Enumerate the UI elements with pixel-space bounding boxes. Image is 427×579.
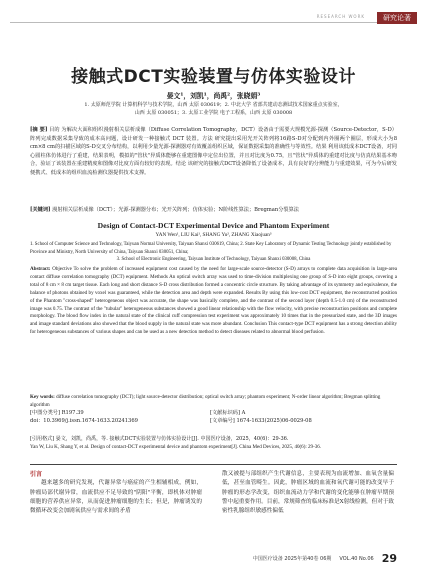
- section-divider: [30, 464, 397, 465]
- keywords-en-text: diffuse correlation tomography (DCT); light source-detector distribution; optical switch array; phantom experiment; N-order linear algorithm; Bregman splitting algorithm: [30, 394, 381, 408]
- citation-en: Yan W, Liu K, Shang Y, et al. Design of contact-DCT experimental device and phantom experiment[J]. China Med Devices, 2025, 40(6): 29-36.: [30, 443, 322, 450]
- affiliations-cn: [30, 101, 397, 117]
- citation-cn: [引用格式] 晏文，刘凯，尚禹，等. 接触式DCT实验装置与仿体实验设计[J]. 中国医疗设备，2025，40(6)：29-36.: [30, 436, 289, 442]
- keywords-en-label: Key words:: [30, 394, 55, 400]
- affiliation-line: 山西 太原 030051；3. 太原工业学院 电子工程系，山西 太原 030008: [134, 110, 293, 116]
- page-number: 29: [381, 552, 397, 565]
- authors-cn: 晏文¹，刘凯¹，尚禹²，张晓娟³: [166, 92, 261, 100]
- abstract-cn-text: 目的 为解决大面积组织漫射相关层析成像（Diffuse Correlation Tomography，DCT）设备由于需要大规模光源-探测（Source-Detector，S-D）阵列完成数据采集导致的成本高问题，设计研发一种接触式 DCT 装置。方法 研究提出采用光开关阵列将16路S-D对分配到内外圈两个圈层，形成大小为8 cm×8 cm的扫描区域的S-D交叉分布结构，以利用少量光源-探测器对有效覆盖组织区域，保证数据采集的准确性与等效性。结果 利用该低成本DCT设备，对同心圆柱体仿体进行了重建，结果表明，模拟的"管状"异质体能够在重建图像中定位出位置，并且对比度为0.75，且"管状"异质体的重建对比度与仿真结果基本吻合，验证了该装置在重建精度和图像对比度方面有较好的表现。结论 该研究的接触式DCT设备降低了设备成本，具有良好的分辨能力与重建效果，可为今后研发便携式、低成本的组织血流检测仪器提供技术支撑。: [30, 127, 397, 176]
- affiliations-en: [30, 241, 397, 264]
- intro-heading: 引言: [30, 471, 43, 478]
- header-english-tag: RESEARCH WORK: [316, 14, 365, 19]
- document-code: [文献标识码] A: [210, 410, 246, 416]
- abstract-en: [30, 266, 397, 337]
- meta-row: [30, 418, 397, 426]
- abstract-en-text: Objective To solve the problem of increased equipment cost caused by the need for large-scale source-detector (S-D) arrays to complete data acquisition in large-area contact diffuse correlation tomography (DCT) equipment. Methods An optical switch array was used to time-division multiplexing one group of S-D into eight groups, covering a total of 8 cm × 8 cm target tissue. Each long and short distance S-D cross distribution formed a concentric circle structure. By taking advantage of its symmetry and equivalence, the balance of photons obtained by voxel was guaranteed, while the detection area and depth were expanded. Results By using this low-cost DCT equipment, the reconstructed position of the Phantom "cross-shaped" heterogeneous object was accurate, the shape was basically complete, and the contrast of the second layer (depth 0.5-1.0 cm) of the reconstructed image was 0.75. The contrast of the "tubular" heterogeneous substances showed a good linear relationship with the flow velocity, with precise reconstruction positions and complete morphology. The blood flow index in the natural state of the clinical cuff compression test experiment was approximately 10 times that in the pressurized state, and the 3D images and image standard deviations also showed that the blood supply in the natural state was more abundant. Conclusion This contact-type DCT equipment has a strong detection ability for heterogeneous substances of various shapes and can be used as a new detection method to detect diseases related to abnormal blood perfusion.: [30, 266, 398, 336]
- keywords-cn-label: [关键词]: [30, 207, 51, 213]
- journal-name: 中国医疗设备 2025年第40卷 06期: [252, 556, 332, 562]
- affiliation-line: 3. School of Electronic Engineering, Taiyuan Institute of Technology, Taiyuan Shanxi 030008, China: [116, 257, 311, 263]
- abstract-cn: [30, 126, 397, 178]
- body-right-column: [222, 470, 394, 516]
- article-number: [文章编号] 1674-1633(2025)06-0029-08: [210, 417, 312, 424]
- affiliation-line: 1. School of Computer Science and Technology, Taiyuan Normal University, Taiyuan Shanxi 030619, China; 2. State Key Laboratory of Dynamic Testing Technology jointly established by Province and Ministry, North University of China, Taiyuan Shanxi 030051, China;: [30, 242, 392, 255]
- header-line: [10, 22, 417, 23]
- paper-title-cn: 接触式DCT实验装置与仿体实验设计: [71, 67, 356, 87]
- clc-number: [中图分类号] R197.39: [30, 410, 84, 416]
- doi-link[interactable]: doi：10.3969/j.issn.1674-1633.20241369: [30, 417, 138, 424]
- authors-en: YAN Wen¹, LIU Kai¹, SHANG Yu², ZHANG Xiaojuan³: [155, 232, 272, 238]
- affiliation-line: 1. 太原师范学院 计算机科学与技术学院，山西 太原 030619；2. 中北大学 省部共建动态测试技术国家重点实验室，: [84, 102, 343, 108]
- body-paragraph: 越来越多的研究发现，代谢异常与癌症的产生相辅相成，例如，肿瘤局部代谢异常，血流供应不足导致的"阴阳"平衡，即机体对肿瘤细胞的营养供应异常，从而促进肿瘤细胞的生长；但是，肿瘤诱发的微循环改变会加剧氧供应与需求间的矛盾: [30, 480, 202, 515]
- meta-block: [30, 410, 397, 426]
- abstract-cn-label: [摘 要]: [30, 127, 48, 133]
- meta-row: [30, 410, 397, 418]
- keywords-cn: [30, 206, 397, 215]
- keywords-cn-text: 漫射相关层析成像（DCT）；光源-探测器分布；光开关阵列；仿体实验；N阶线性算法；Bregman分裂算法: [52, 207, 299, 213]
- volume-number: VOL.40 No.06: [339, 555, 374, 562]
- section-tag: 研究论著: [377, 12, 417, 24]
- body-paragraph: 散又被提与部组织产生代谢信息，主要表现为血流增加、血氧含量偏低，甚至血管畸生。因此，肿瘤区域的血流和氧代谢可能的改变早于肿瘤的形态学改变，组织血流动力学和代谢的变化能够在肿瘤早期预警中起重要作用。目前，常规筛查的临床标准是X射线检测，但对于致密性乳腺组织敏感性偏低: [222, 471, 394, 515]
- footer: [30, 552, 397, 565]
- paper-title-en: Design of Contact-DCT Experimental Device and Phantom Experiment: [97, 221, 330, 230]
- keywords-en: [30, 394, 397, 410]
- body-left-column: [30, 470, 202, 516]
- citation: [30, 436, 397, 452]
- abstract-en-label: Abstract:: [30, 266, 51, 272]
